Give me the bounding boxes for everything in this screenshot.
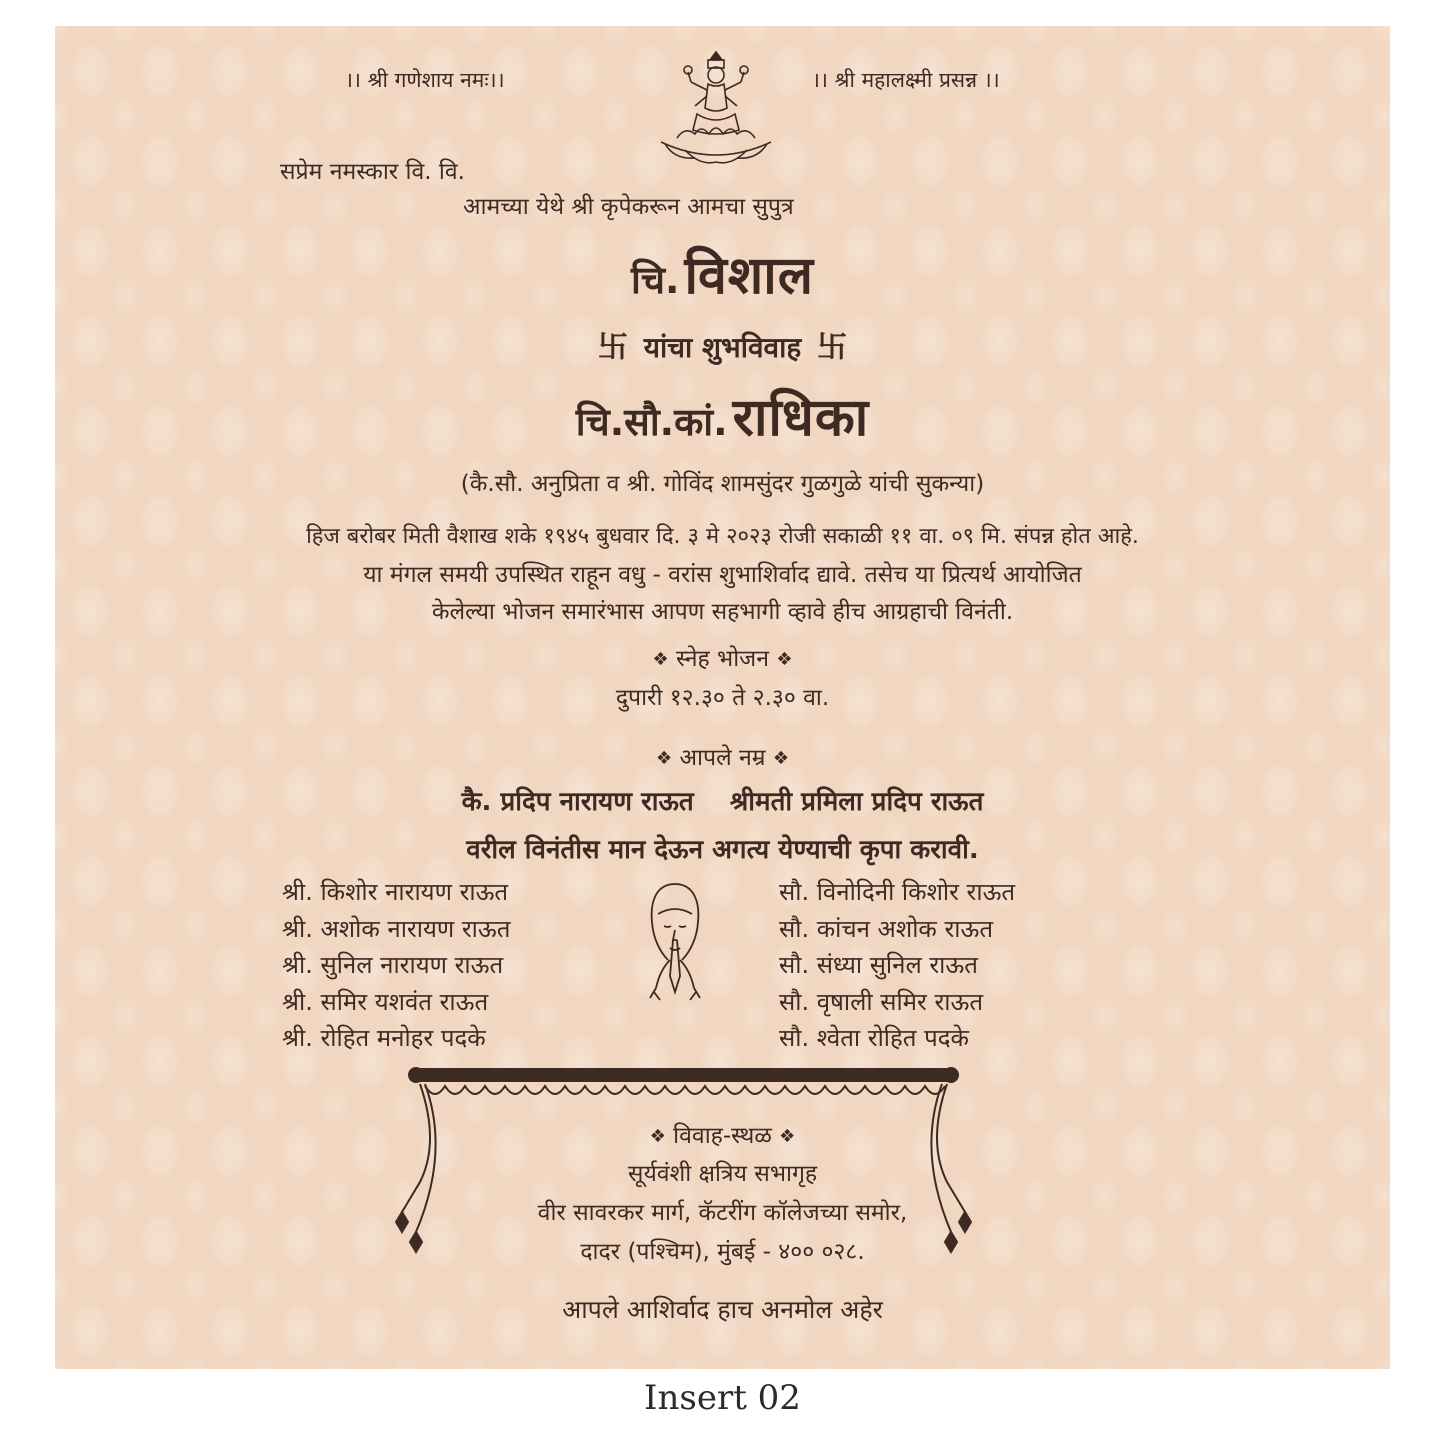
list-item: श्री. समिर यशवंत राऊत xyxy=(282,987,489,1016)
list-item: सौ. संध्या सुनिल राऊत xyxy=(779,951,978,979)
groom-name: विशाल xyxy=(684,246,814,306)
diamond-icon: ❖ xyxy=(652,649,669,670)
ganesh-invocation: ।। श्री गणेशाय नमः।। xyxy=(345,68,505,92)
list-item: सौ. विनोदिनी किशोर राऊत xyxy=(779,878,1016,906)
wedding-text: यांचा शुभविवाह xyxy=(643,331,802,364)
details-line-2: या मंगल समयी उपस्थित राहून वधु - वरांस शुभाशिर्वाद द्यावे. तसेच या प्रित्यर्थ आयोजित xyxy=(363,562,1082,588)
venue-hall: सूर्यवंशी क्षत्रिय सभागृह xyxy=(627,1161,818,1187)
details-line-3: केलेल्या भोजन समारंभास आपण सहभागी व्हावे हीच आग्रहाची विनंती. xyxy=(431,599,1014,625)
lunch-time: दुपारी १२.३० ते २.३० वा. xyxy=(615,685,830,711)
diamond-icon: ❖ xyxy=(656,748,673,769)
hosts-names: कै. प्रदिप नारायण राऊत श्रीमती प्रमिला प्रदिप राऊत xyxy=(461,787,984,817)
diamond-icon: ❖ xyxy=(776,649,793,670)
venue-address-1: वीर सावरकर मार्ग, कॅटरींग कॉलेजच्या समोर, xyxy=(537,1200,908,1226)
bride-parents: (कै.सौ. अनुप्रिता व श्री. गोविंद शामसुंदर गुळगुळे यांची सुकन्या) xyxy=(460,471,985,497)
venue-address-2: दादर (पश्चिम), मुंबई - ४०० ०२८. xyxy=(580,1239,865,1265)
goddess-lakshmi-icon xyxy=(655,50,777,172)
list-item: सौ. कांचन अशोक राऊत xyxy=(779,914,994,943)
bride-name: राधिका xyxy=(732,388,870,448)
groom-prefix: चि. xyxy=(631,258,680,302)
list-item: श्री. किशोर नारायण राऊत xyxy=(282,878,509,906)
hosts-title: ❖ आपले नम्र ❖ xyxy=(656,745,789,771)
list-item: श्री. सुनिल नारायण राऊत xyxy=(282,951,504,979)
list-item: श्री. अशोक नारायण राऊत xyxy=(282,914,511,943)
intro-line: आमच्या येथे श्री कृपेकरून आमचा सुपुत्र xyxy=(463,194,794,220)
relatives-left-list xyxy=(282,874,510,1057)
namaste-icon xyxy=(640,880,710,1005)
groom-line xyxy=(0,238,1445,309)
swastika-icon: 卐 xyxy=(817,330,848,365)
swastika-icon: 卐 xyxy=(597,330,628,365)
lunch-title: ❖ स्नेह भोजन ❖ xyxy=(652,646,793,672)
insert-caption: Insert 02 xyxy=(644,1378,801,1418)
list-item: श्री. रोहित मनोहर पदके xyxy=(282,1024,486,1052)
list-item: सौ. वृषाली समिर राऊत xyxy=(779,987,984,1016)
footer-blessing: आपले आशिर्वाद हाच अनमोल अहेर xyxy=(562,1295,883,1324)
greeting: सप्रेम नमस्कार वि. वि. xyxy=(280,159,465,185)
diamond-icon: ❖ xyxy=(779,1126,796,1147)
diamond-icon: ❖ xyxy=(649,1126,666,1147)
relatives-right-list xyxy=(779,874,1015,1057)
bride-line xyxy=(0,380,1445,451)
mahalaxmi-invocation: ।। श्री महालक्ष्मी प्रसन्न ।। xyxy=(812,68,1000,92)
diamond-icon: ❖ xyxy=(772,748,789,769)
hosts-request: वरील विनंतीस मान देऊन अगत्य येण्याची कृपा करावी. xyxy=(466,835,979,865)
venue-title: ❖ विवाह-स्थळ ❖ xyxy=(649,1123,796,1149)
list-item: सौ. श्वेता रोहित पदके xyxy=(779,1024,969,1052)
bride-prefix: चि.सौ.कां. xyxy=(575,400,728,444)
wedding-line xyxy=(0,322,1445,366)
details-line-1: हिज बरोबर मिती वैशाख शके १९४५ बुधवार दि. ३ मे २०२३ रोजी सकाळी ११ वा. ०९ मि. संपन्न होत आहे. xyxy=(306,524,1139,549)
